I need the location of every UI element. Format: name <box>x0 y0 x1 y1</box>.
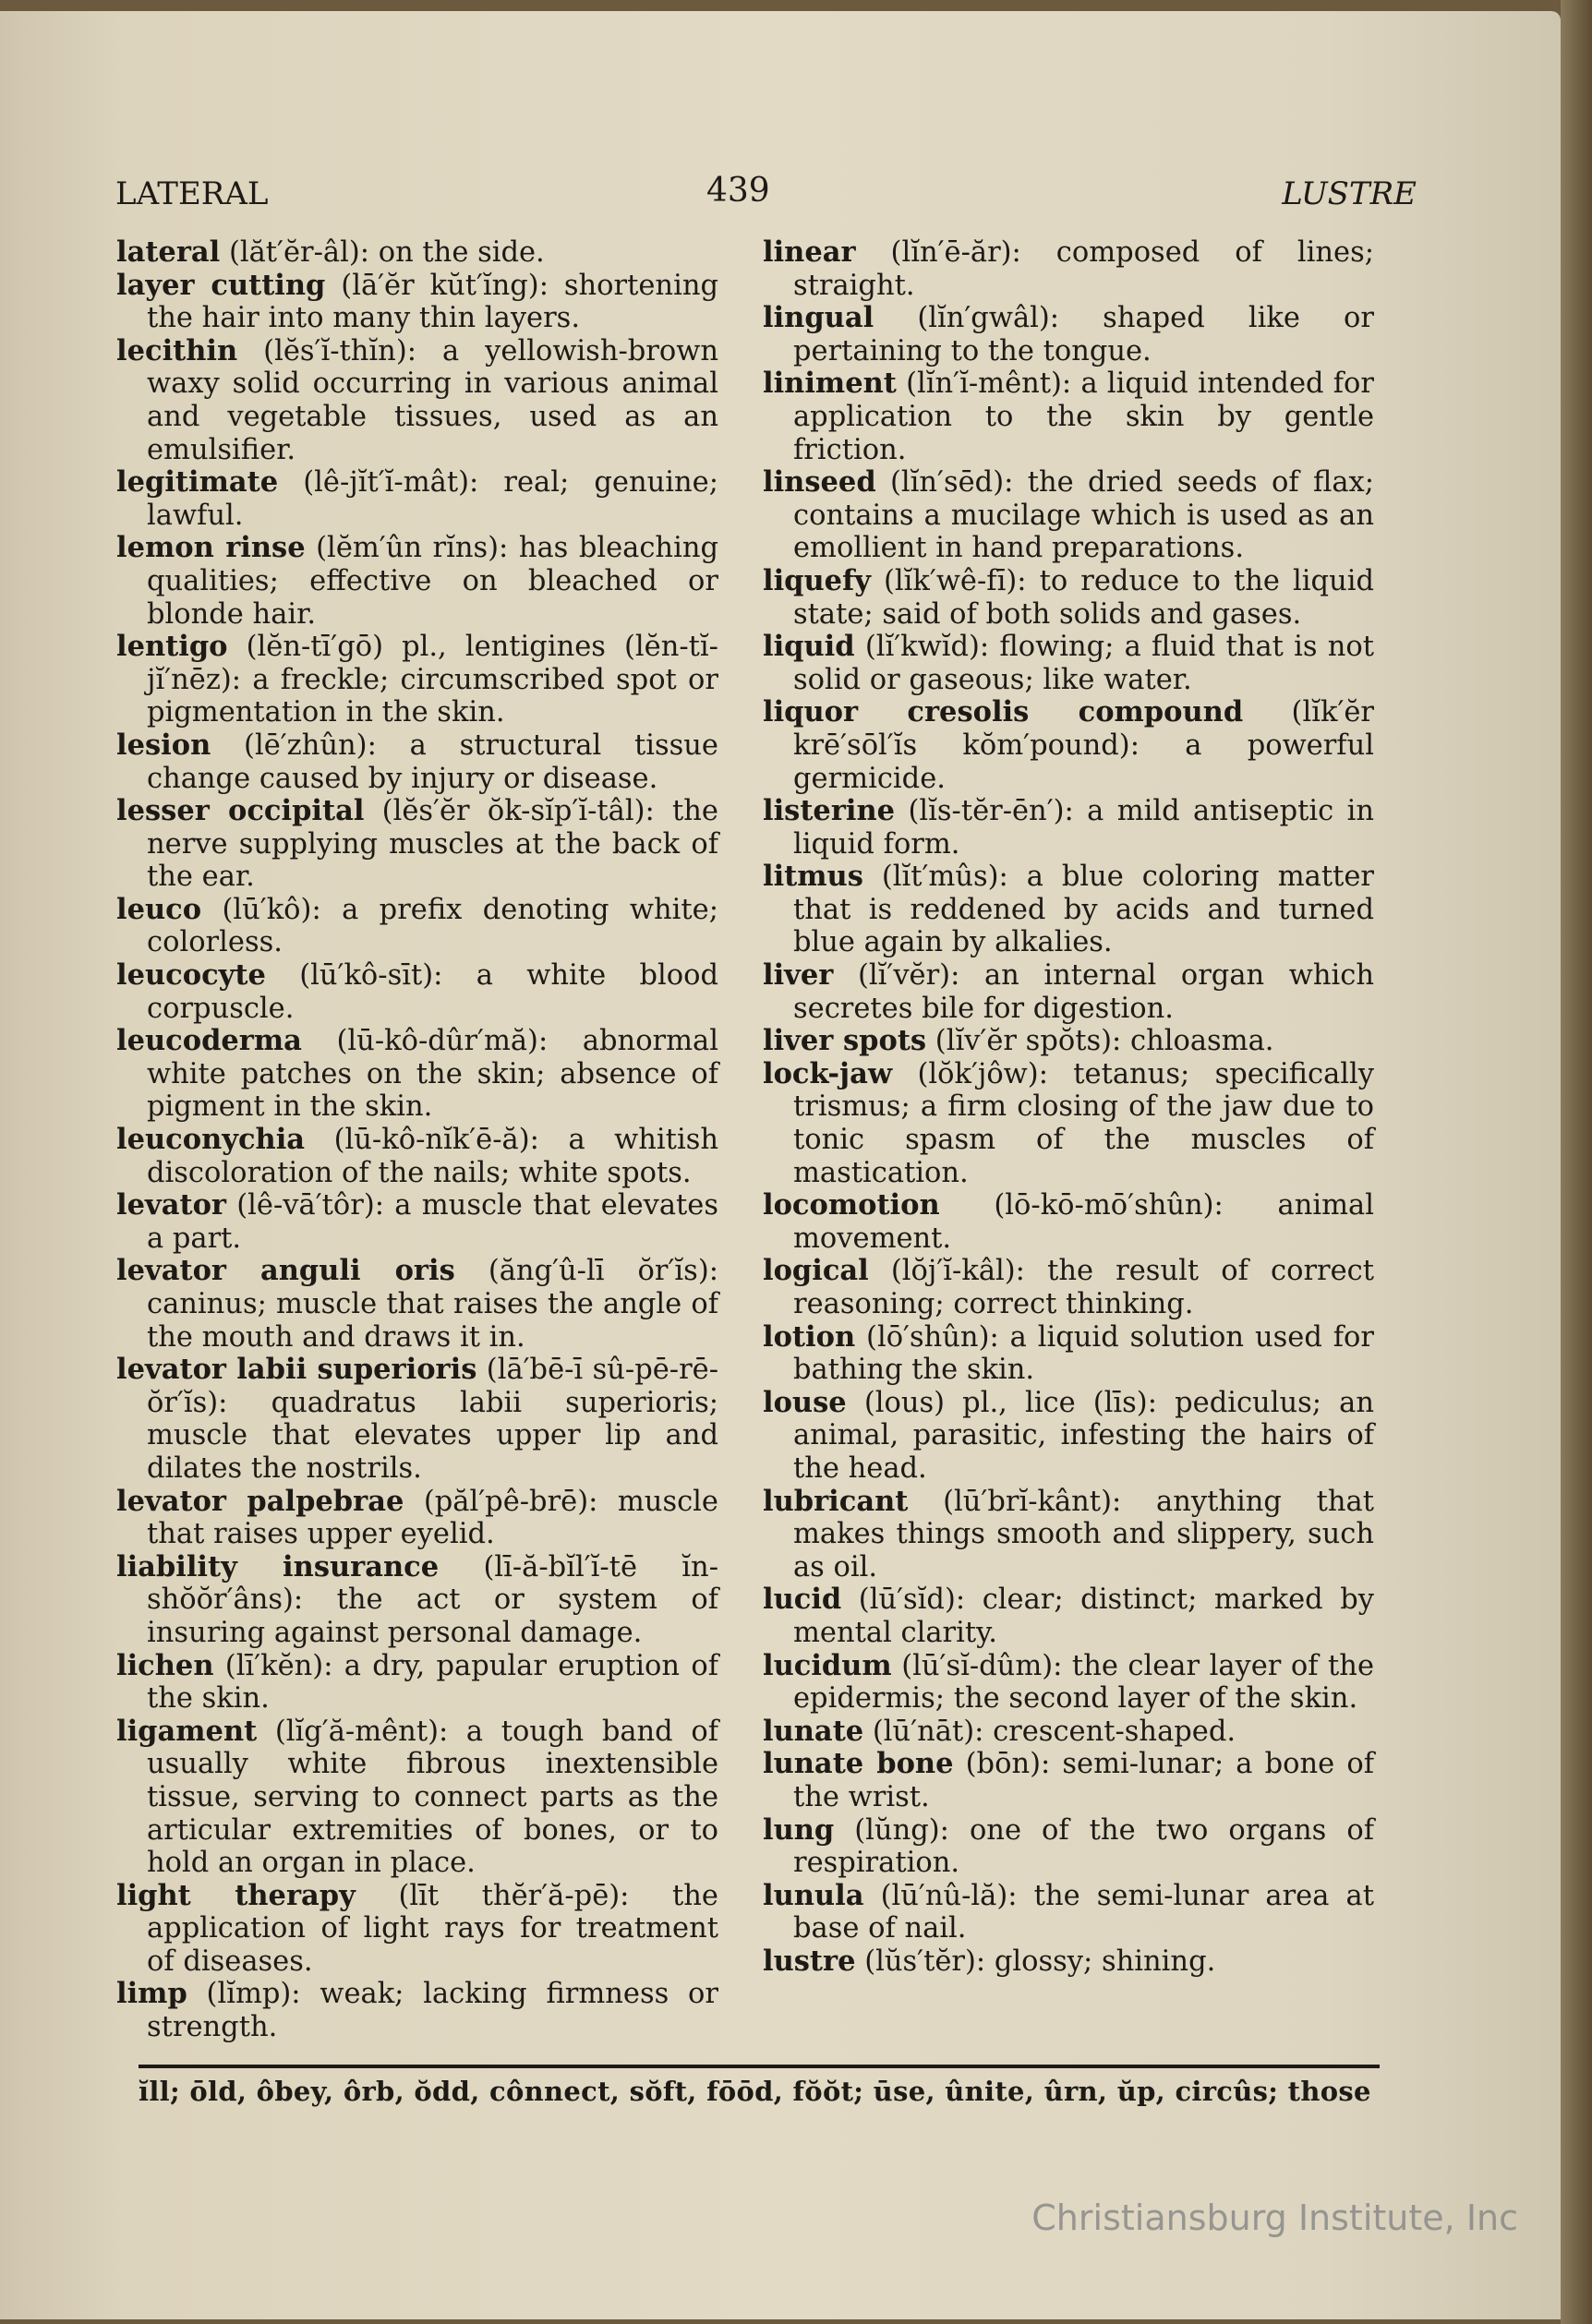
entry-term: lesion <box>116 728 211 762</box>
dictionary-entry <box>116 894 718 959</box>
entry-term: limp <box>116 1977 187 2011</box>
entry-definition: (lū-kô-nĭk′ē-ă): a whitish discoloration of the nails; white spots. <box>147 1124 718 1189</box>
entry-definition: (lē′zhûn): a structural tissue change caused by injury or disease. <box>147 729 718 795</box>
dictionary-entry <box>116 1255 718 1354</box>
dictionary-entry <box>116 1354 718 1485</box>
entry-definition: (lĕs′ĭ-thĭn): a yellowish-brown waxy solid occurring in various animal and vegetable tissues, used as an emulsifier. <box>147 334 718 466</box>
entry-term: lingual <box>763 301 874 335</box>
entry-definition: (lū′sĭd): clear; distinct; marked by mental clarity. <box>793 1583 1374 1649</box>
dictionary-entry <box>763 1716 1374 1749</box>
entry-term: locomotion <box>763 1188 940 1222</box>
dictionary-entry <box>763 367 1374 466</box>
entry-definition: (lăt′ĕr-âl): on the side. <box>220 236 545 269</box>
watermark: Christiansburg Institute, Inc <box>1031 2198 1518 2238</box>
entry-definition: (lĕn-tī′gō) pl., lentigines (lĕn-tĭ-jĭ′nēz): a freckle; circumscribed spot or pigmentation in the skin. <box>147 631 718 729</box>
entry-term: liver <box>763 958 834 993</box>
dictionary-entry <box>116 466 718 532</box>
page-header <box>115 172 1417 222</box>
entry-definition: (ăng′û-lī ŏr′ĭs): caninus; muscle that raises the angle of the mouth and draws it in. <box>147 1255 718 1354</box>
entry-term: lichen <box>116 1648 214 1682</box>
dictionary-entry <box>116 1978 718 2043</box>
entry-term: lentigo <box>116 630 228 664</box>
entry-definition: (lĭn′sēd): the dried seeds of flax; contains a mucilage which is used as an emollient in hand preparations. <box>793 466 1374 565</box>
entry-term: legitimate <box>116 465 279 500</box>
dictionary-entry <box>116 532 718 631</box>
entry-term: lucidum <box>763 1648 892 1682</box>
dictionary-entry <box>116 959 718 1025</box>
entry-definition: (lī′kĕn): a dry, papular eruption of the skin. <box>147 1649 718 1716</box>
entry-term: lustre <box>763 1944 856 1978</box>
entry-definition: (lous) pl., lice (līs): pediculus; an animal, parasitic, infesting the hairs of the head. <box>793 1386 1374 1485</box>
left-column <box>116 236 718 2044</box>
entry-definition: (păl′pê-brē): muscle that raises upper eyelid. <box>147 1485 718 1551</box>
entry-definition: (lŏk′jôw): tetanus; specifically trismus; a firm closing of the jaw due to tonic spasm of the muscles of mastication. <box>793 1057 1374 1189</box>
entry-term: layer cutting <box>116 268 326 302</box>
dictionary-entry <box>116 1650 718 1716</box>
entry-term: listerine <box>763 794 896 828</box>
entry-term: liver spots <box>763 1024 927 1058</box>
dictionary-entry <box>763 1945 1374 1979</box>
entry-definition: (lū′nāt): crescent-shaped. <box>863 1715 1236 1748</box>
entry-term: liquefy <box>763 563 871 597</box>
entry-term: leucocyte <box>116 958 266 993</box>
entry-term: lubricant <box>763 1484 909 1518</box>
dictionary-entry <box>116 335 718 466</box>
entry-definition: (lŭng): one of the two organs of respiration. <box>793 1813 1374 1880</box>
right-column <box>763 236 1374 1978</box>
entry-definition: (lō′shûn): a liquid solution used for bathing the skin. <box>793 1320 1374 1387</box>
dictionary-entry <box>763 302 1374 367</box>
entry-term: lemon rinse <box>116 531 306 565</box>
dictionary-entry <box>763 631 1374 696</box>
entry-definition: (lĭn′ē-ăr): composed of lines; straight. <box>793 236 1374 302</box>
entry-definition: (lĭ′kwĭd): flowing; a fluid that is not solid or gaseous; like water. <box>793 631 1374 696</box>
entry-definition: (lū′kô-sīt): a white blood corpuscle. <box>147 959 718 1025</box>
dictionary-entry <box>763 1650 1374 1716</box>
entry-definition: (lĕm′ûn rĭns): has bleaching qualities; effective on bleached or blonde hair. <box>147 532 719 631</box>
right-guide-word: LUSTRE <box>1282 175 1417 212</box>
entry-term: logical <box>763 1254 869 1288</box>
dictionary-entry <box>763 565 1374 631</box>
entry-term: levator labii superioris <box>116 1353 477 1387</box>
book-spine <box>1561 0 1592 2324</box>
entry-definition: (lū′kô): a prefix denoting white; colorless. <box>147 893 718 959</box>
left-guide-word: LATERAL <box>115 175 269 212</box>
dictionary-entry <box>763 1025 1374 1058</box>
entry-term: lunate bone <box>763 1747 954 1781</box>
entry-term: liquid <box>763 630 855 664</box>
dictionary-entry <box>763 959 1374 1025</box>
entry-term: lunate <box>763 1714 864 1748</box>
dictionary-entry <box>116 795 718 894</box>
entry-term: liniment <box>763 367 897 401</box>
entry-definition: (līt thĕr′ă-pē): the application of light rays for treatment of diseases. <box>147 1879 718 1978</box>
entry-definition: (lĭv′ĕr spŏts): chloasma. <box>926 1025 1274 1058</box>
entry-definition: (lā′ĕr kŭt′ĭng): shortening the hair into many thin layers. <box>147 269 718 335</box>
dictionary-entry <box>116 1716 718 1880</box>
dictionary-entry <box>763 466 1374 565</box>
entry-definition: (lĭ′vĕr): an internal organ which secretes bile for digestion. <box>793 959 1374 1025</box>
dictionary-entry <box>763 1321 1374 1387</box>
entry-term: lucid <box>763 1583 842 1617</box>
entry-term: lunula <box>763 1878 864 1912</box>
entry-term: ligament <box>116 1714 258 1748</box>
dictionary-entry <box>763 1748 1374 1813</box>
entry-term: levator anguli oris <box>116 1254 455 1288</box>
entry-term: leuco <box>116 892 202 926</box>
entry-term: lesser occipital <box>116 794 365 828</box>
dictionary-entry <box>116 1124 718 1189</box>
dictionary-entry <box>763 696 1374 795</box>
entry-term: liquor cresolis compound <box>763 695 1244 729</box>
dictionary-entry <box>116 631 718 729</box>
entry-term: levator <box>116 1188 226 1222</box>
entry-term: leucoderma <box>116 1024 302 1058</box>
entry-term: levator palpebrae <box>116 1484 404 1518</box>
entry-definition: (lū-kô-dûr′mă): abnormal white patches on the skin; absence of pigment in the skin. <box>147 1025 718 1124</box>
entry-definition: (lī-ă-bĭl′ĭ-tē ĭn-shŏŏr′âns): the act or system of insuring against personal damage. <box>147 1550 718 1649</box>
dictionary-entry <box>763 1880 1374 1945</box>
entry-definition: (lā′bē-ī sû-pē-rē-ŏr′ĭs): quadratus labii superioris; muscle that elevates upper lip and dilates the nostrils. <box>147 1354 719 1485</box>
entry-term: light therapy <box>116 1878 356 1912</box>
dictionary-entry <box>116 270 718 335</box>
entry-term: lecithin <box>116 333 238 367</box>
entry-definition: (lê-vā′tôr): a muscle that elevates a part. <box>147 1189 718 1255</box>
entry-definition: (lĕs′ĕr ŏk-sĭp′ĭ-tâl): the nerve supplying muscles at the back of the ear. <box>147 795 718 894</box>
dictionary-entry <box>763 1387 1374 1486</box>
entry-definition: (lĭk′ĕr krē′sōl′ĭs kŏm′pound): a powerful germicide. <box>793 696 1374 795</box>
entry-definition: (lĭg′ă-mênt): a tough band of usually white fibrous inextensible tissue, serving to connect parts as the articular extremities of bones, or to hold an organ in place. <box>147 1715 718 1880</box>
entry-definition: (lĭs-tĕr-ēn′): a mild antiseptic in liquid form. <box>793 795 1374 861</box>
entry-definition: (lĭn′ĭ-mênt): a liquid intended for application to the skin by gentle friction. <box>793 367 1374 466</box>
entry-definition: (lō-kō-mō′shûn): animal movement. <box>793 1189 1374 1255</box>
dictionary-entry <box>763 236 1374 302</box>
dictionary-entry <box>116 1025 718 1124</box>
entry-term: lotion <box>763 1319 856 1354</box>
dictionary-entry <box>763 1814 1374 1880</box>
entry-definition: (lê-jĭt′ĭ-mât): real; genuine; lawful. <box>147 466 718 532</box>
dictionary-entry <box>116 236 718 270</box>
entry-term: liability insurance <box>116 1549 440 1583</box>
entry-term: lung <box>763 1812 835 1847</box>
entry-term: louse <box>763 1385 847 1419</box>
footer-rule <box>139 2065 1380 2068</box>
entry-term: linseed <box>763 465 876 500</box>
dictionary-entry <box>116 1880 718 1979</box>
entry-term: lock-jaw <box>763 1056 893 1090</box>
dictionary-entry <box>116 729 718 795</box>
entry-definition: (lŭs′tĕr): glossy; shining. <box>855 1945 1216 1978</box>
dictionary-entry <box>763 1486 1374 1584</box>
entry-definition: (lĭmp): weak; lacking firmness or strength. <box>147 1978 718 2044</box>
dictionary-entry <box>763 1583 1374 1649</box>
entry-definition: (lū′sĭ-dûm): the clear layer of the epidermis; the second layer of the skin. <box>793 1649 1374 1716</box>
page-number: 439 <box>706 172 770 210</box>
pronunciation-key: ĭll; ōld, ôbey, ôrb, ŏdd, cônnect, sŏft, fōōd, fŏŏt; ūse, ûnite, ûrn, ŭp, circûs; those <box>139 2076 1371 2107</box>
entry-definition: (lĭk′wê-fī): to reduce to the liquid state; said of both solids and gases. <box>793 564 1374 631</box>
dictionary-entry <box>116 1189 718 1255</box>
dictionary-entry <box>763 1058 1374 1189</box>
dictionary-entry <box>116 1551 718 1650</box>
dictionary-entry <box>763 795 1374 861</box>
entry-term: litmus <box>763 860 863 894</box>
entry-definition: (lū′brĭ-kânt): anything that makes things smooth and slippery, such as oil. <box>793 1485 1374 1583</box>
entry-term: linear <box>763 235 856 269</box>
entry-term: lateral <box>116 235 221 269</box>
entry-definition: (lĭn′gwâl): shaped like or pertaining to the tongue. <box>793 302 1374 367</box>
entry-definition: (bōn): semi-lunar; a bone of the wrist. <box>793 1748 1375 1813</box>
dictionary-entry <box>763 861 1374 959</box>
dictionary-entry <box>763 1189 1374 1255</box>
entry-definition: (lĭt′mûs): a blue coloring matter that is reddened by acids and turned blue again by alkalies. <box>793 861 1374 959</box>
entry-definition: (lŏj′ĭ-kâl): the result of correct reasoning; correct thinking. <box>793 1255 1374 1320</box>
entry-term: leuconychia <box>116 1123 306 1157</box>
dictionary-entry <box>763 1255 1374 1320</box>
entry-definition: (lū′nû-lă): the semi-lunar area at base of nail. <box>793 1879 1374 1945</box>
dictionary-entry <box>116 1486 718 1551</box>
